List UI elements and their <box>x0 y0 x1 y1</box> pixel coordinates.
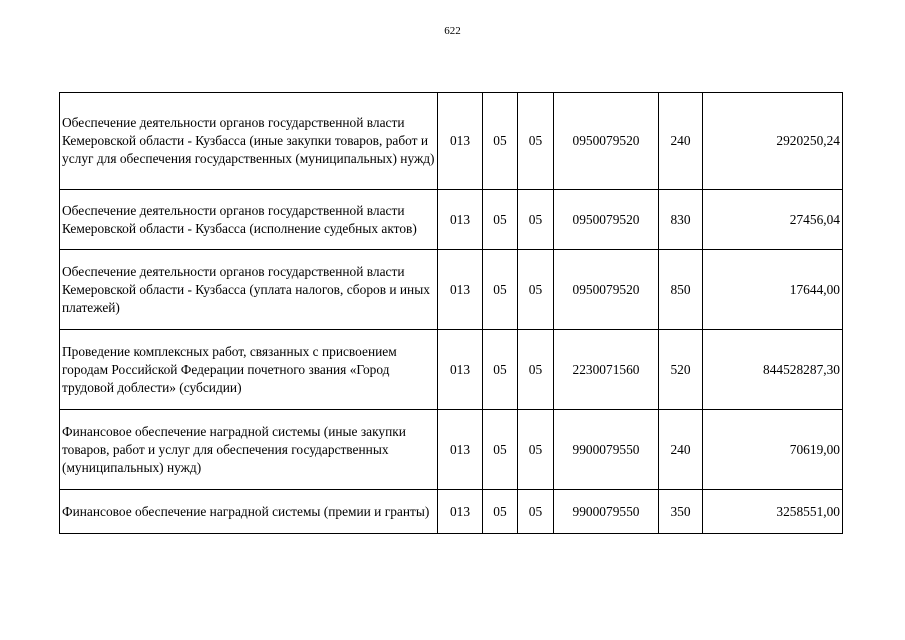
subsection-code-cell: 05 <box>518 410 554 490</box>
expense-type-cell: 350 <box>659 490 703 534</box>
expense-name-cell: Обеспечение деятельности органов государственной власти Кемеровской области - Кузбасса (иные закупки товаров, работ и услуг для обеспечения государственных (муниципальных) нужд) <box>60 93 438 190</box>
table-row <box>60 330 843 410</box>
ministry-code-cell: 013 <box>438 250 483 330</box>
ministry-code-cell: 013 <box>438 410 483 490</box>
target-article-cell: 0950079520 <box>554 93 659 190</box>
amount-cell: 70619,00 <box>703 410 843 490</box>
expense-type-cell: 520 <box>659 330 703 410</box>
subsection-code-cell: 05 <box>518 93 554 190</box>
subsection-code-cell: 05 <box>518 330 554 410</box>
expense-type-cell: 240 <box>659 93 703 190</box>
table-row <box>60 490 843 534</box>
ministry-code-cell: 013 <box>438 93 483 190</box>
expense-name-cell: Финансовое обеспечение наградной системы (премии и гранты) <box>60 490 438 534</box>
amount-cell: 27456,04 <box>703 190 843 250</box>
section-code-cell: 05 <box>483 410 518 490</box>
expense-type-cell: 240 <box>659 410 703 490</box>
expense-name-cell: Обеспечение деятельности органов государственной власти Кемеровской области - Кузбасса (исполнение судебных актов) <box>60 190 438 250</box>
page-number: 622 <box>444 25 461 37</box>
section-code-cell: 05 <box>483 190 518 250</box>
target-article-cell: 0950079520 <box>554 250 659 330</box>
ministry-code-cell: 013 <box>438 490 483 534</box>
budget-table <box>59 92 843 534</box>
section-code-cell: 05 <box>483 490 518 534</box>
table-row <box>60 190 843 250</box>
amount-cell: 17644,00 <box>703 250 843 330</box>
table-row <box>60 410 843 490</box>
table-row <box>60 250 843 330</box>
amount-cell: 3258551,00 <box>703 490 843 534</box>
expense-type-cell: 830 <box>659 190 703 250</box>
section-code-cell: 05 <box>483 330 518 410</box>
amount-cell: 844528287,30 <box>703 330 843 410</box>
subsection-code-cell: 05 <box>518 250 554 330</box>
subsection-code-cell: 05 <box>518 490 554 534</box>
target-article-cell: 2230071560 <box>554 330 659 410</box>
expense-name-cell: Обеспечение деятельности органов государственной власти Кемеровской области - Кузбасса (уплата налогов, сборов и иных платежей) <box>60 250 438 330</box>
expense-name-cell: Проведение комплексных работ, связанных с присвоением городам Российской Федерации почетного звания «Город трудовой доблести» (субсидии) <box>60 330 438 410</box>
section-code-cell: 05 <box>483 93 518 190</box>
target-article-cell: 9900079550 <box>554 410 659 490</box>
expense-name-cell: Финансовое обеспечение наградной системы (иные закупки товаров, работ и услуг для обеспечения государственных (муниципальных) нужд) <box>60 410 438 490</box>
subsection-code-cell: 05 <box>518 190 554 250</box>
expense-type-cell: 850 <box>659 250 703 330</box>
section-code-cell: 05 <box>483 250 518 330</box>
target-article-cell: 0950079520 <box>554 190 659 250</box>
amount-cell: 2920250,24 <box>703 93 843 190</box>
target-article-cell: 9900079550 <box>554 490 659 534</box>
ministry-code-cell: 013 <box>438 330 483 410</box>
ministry-code-cell: 013 <box>438 190 483 250</box>
table-row <box>60 93 843 190</box>
